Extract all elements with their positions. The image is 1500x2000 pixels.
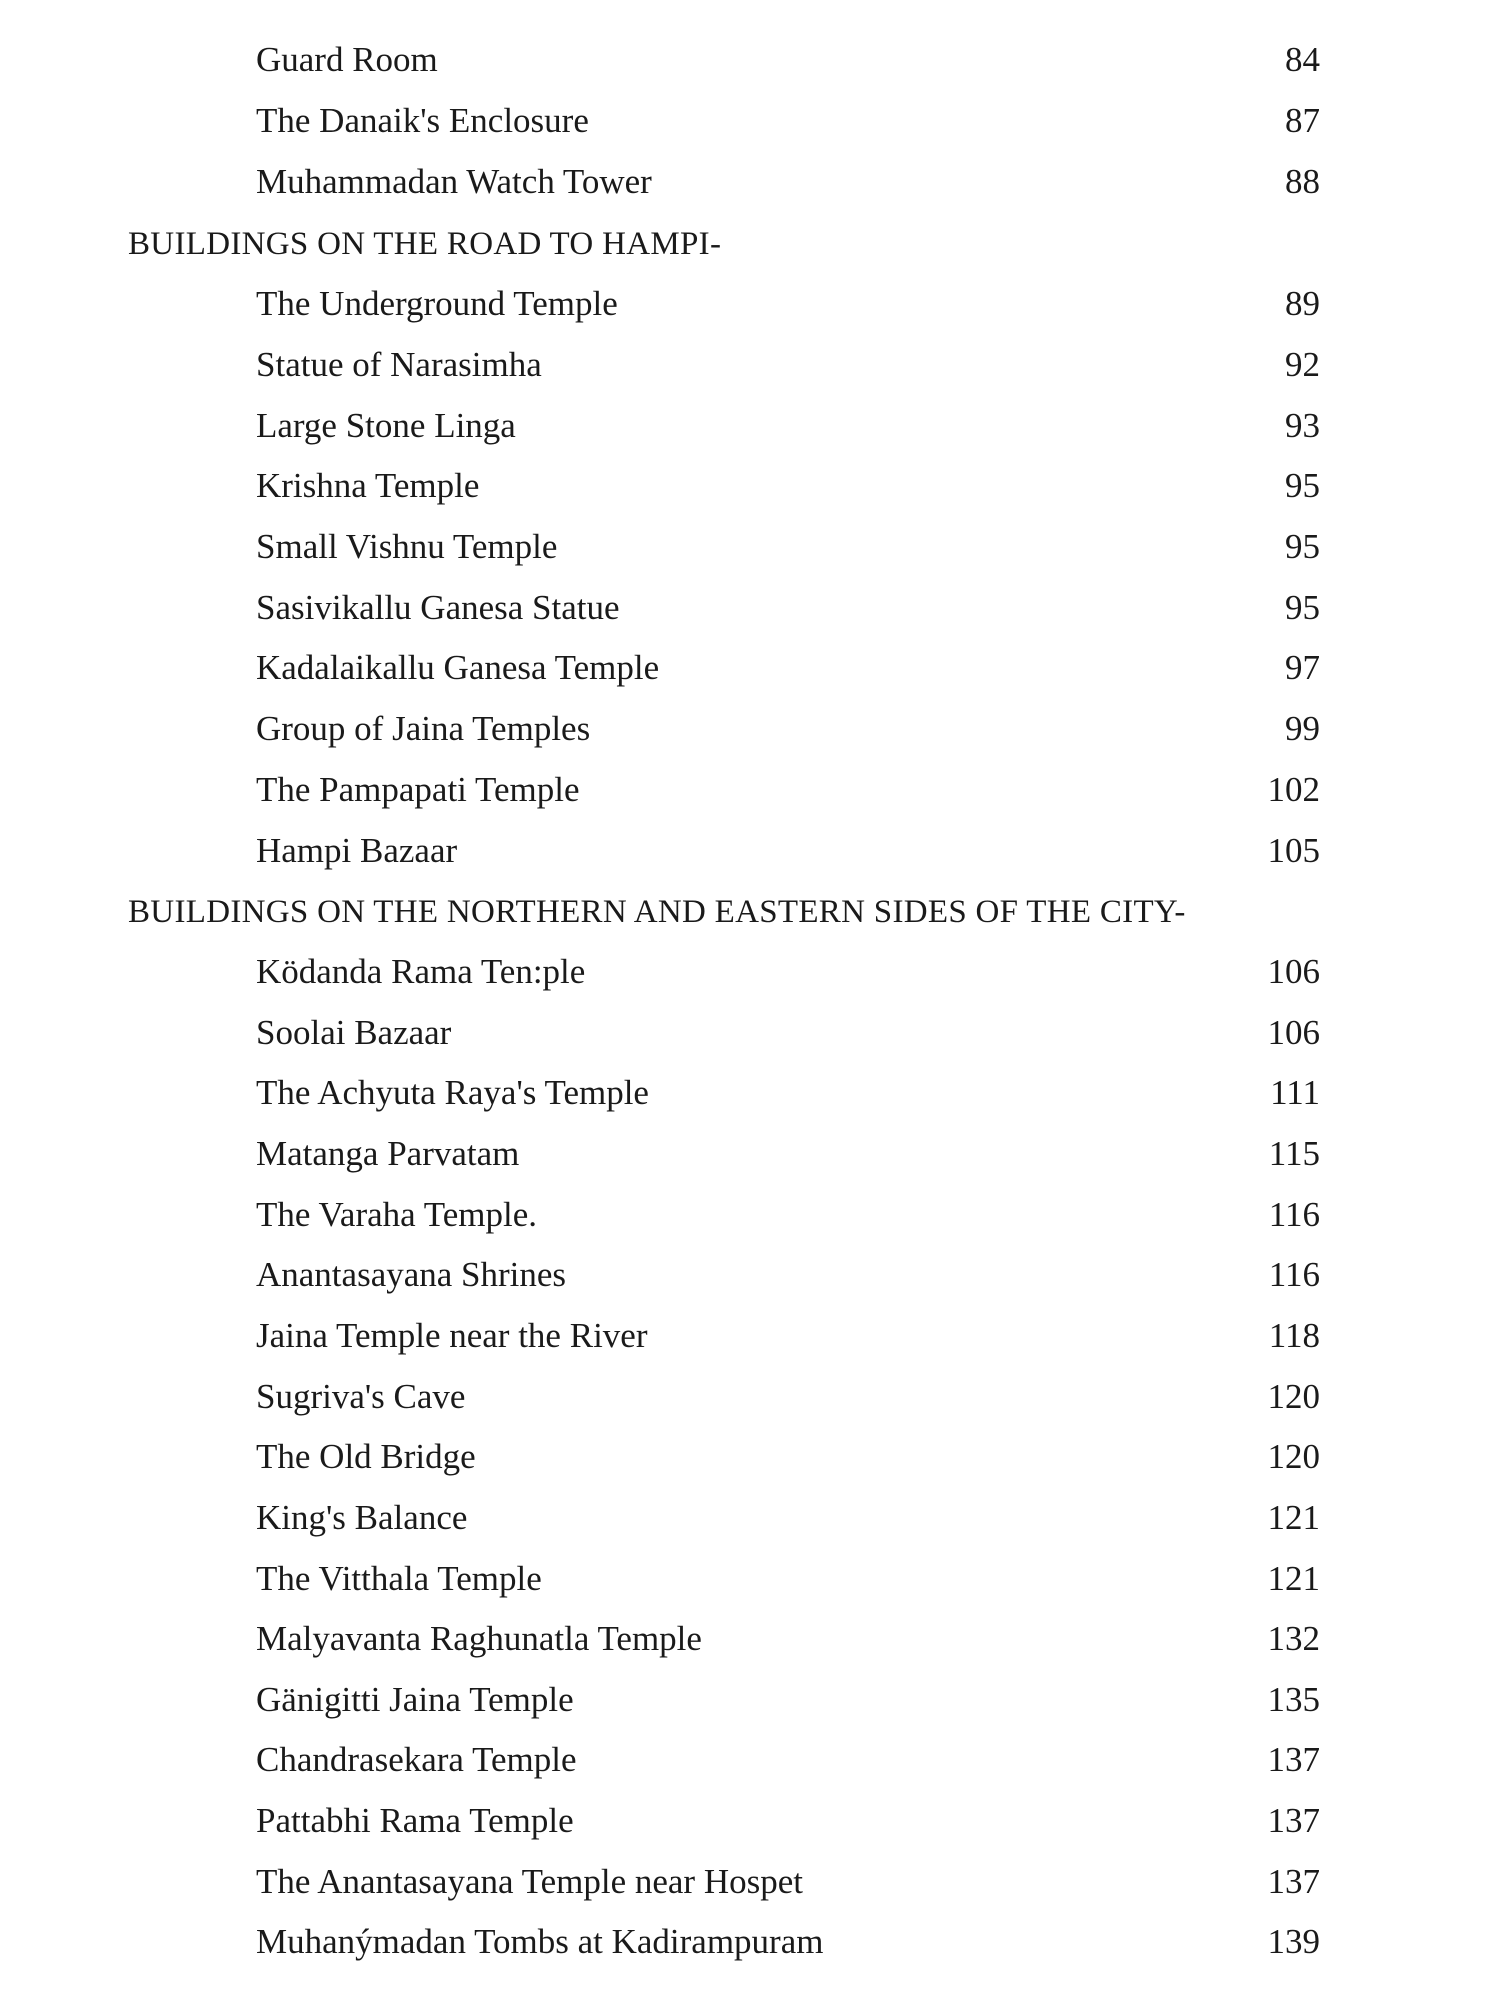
toc-entry-title: Gänigitti Jaina Temple: [256, 1680, 574, 1719]
toc-entry-title: Statue of Narasimha: [256, 345, 542, 384]
toc-entry-page: 88: [1285, 162, 1320, 201]
toc-entry-title: The Achyuta Raya's Temple: [256, 1073, 649, 1112]
toc-entry-page: 137: [1267, 1801, 1320, 1840]
toc-entry-page: 95: [1285, 588, 1320, 627]
toc-entry: [0, 1306, 1500, 1366]
toc-entry-page: 115: [1268, 1134, 1320, 1173]
toc-entry: [0, 821, 1500, 881]
toc-entry: [0, 274, 1500, 334]
toc-entry-title: Muhammadan Watch Tower: [256, 162, 652, 201]
toc-entry-page: 99: [1285, 709, 1320, 748]
toc-entry-page: 93: [1285, 406, 1320, 445]
toc-entry-title: The Pampapati Temple: [256, 770, 580, 809]
toc-entry: [0, 1124, 1500, 1184]
toc-entry-title: Chandrasekara Temple: [256, 1740, 577, 1779]
section-heading-northern-eastern: [0, 882, 1500, 942]
toc-entry-page: 106: [1267, 1013, 1320, 1052]
toc-entry-title: Large Stone Linga: [256, 406, 516, 445]
toc-entry-page: 92: [1285, 345, 1320, 384]
toc-entry: [0, 30, 1500, 90]
toc-entry: [0, 1488, 1500, 1548]
toc-entry-page: 116: [1268, 1195, 1320, 1234]
toc-entry-page: 116: [1268, 1255, 1320, 1294]
toc-entry-title: Malyavanta Raghunatla Temple: [256, 1619, 702, 1658]
toc-entry-title: Hampi Bazaar: [256, 831, 458, 870]
toc-entry: [0, 1063, 1500, 1123]
toc-entry-title: The Danaik's Enclosure: [256, 101, 589, 140]
toc-entry: [0, 942, 1500, 1002]
toc-entry-title: Sugriva's Cave: [256, 1377, 466, 1416]
toc-entry-title: Guard Room: [256, 40, 438, 79]
toc-entry-title: Muhanýmadan Tombs at Kadirampuram: [256, 1922, 824, 1961]
toc-entry-title: The Anantasayana Temple near Hospet: [256, 1862, 803, 1901]
toc-entry-page: 84: [1285, 40, 1320, 79]
toc-entry-title: Krishna Temple: [256, 466, 480, 505]
section-heading-text: BUILDINGS ON THE NORTHERN AND EASTERN SIDES OF THE CITY-: [128, 894, 1186, 930]
toc-entry-title: Jaina Temple near the River: [256, 1316, 648, 1355]
toc-entry: [0, 699, 1500, 759]
toc-entry-title: The Varaha Temple.: [256, 1195, 538, 1234]
section-heading-road-to-hampi: [0, 214, 1500, 274]
toc-entry-page: 120: [1267, 1377, 1320, 1416]
toc-entry: [0, 1367, 1500, 1427]
toc-entry: [0, 1791, 1500, 1851]
toc-entry-title: Group of Jaina Temples: [256, 709, 591, 748]
toc-entry: [0, 396, 1500, 456]
toc-entry-page: 95: [1285, 527, 1320, 566]
toc-entry-page: 139: [1267, 1922, 1320, 1961]
toc-entry-page: 121: [1267, 1498, 1320, 1537]
toc-entry-title: Kadalaikallu Ganesa Temple: [256, 648, 660, 687]
toc-entry-page: 95: [1285, 466, 1320, 505]
toc-entry: [0, 1549, 1500, 1609]
toc-entry-page: 102: [1267, 770, 1320, 809]
toc-entry-title: Anantasayana Shrines: [256, 1255, 567, 1294]
toc-entry-page: 120: [1267, 1437, 1320, 1476]
toc-entry-page: 137: [1267, 1740, 1320, 1779]
toc-entry: [0, 1730, 1500, 1790]
toc-entry: [0, 638, 1500, 698]
toc-entry-page: 89: [1285, 284, 1320, 323]
toc-entry: [0, 1912, 1500, 1972]
toc-entry-page: 105: [1267, 831, 1320, 870]
toc-entry-page: 135: [1267, 1680, 1320, 1719]
toc-entry: [0, 456, 1500, 516]
toc-entry: [0, 91, 1500, 151]
toc-entry: [0, 152, 1500, 212]
toc-entry-title: Small Vishnu Temple: [256, 527, 558, 566]
section-heading-text: BUILDINGS ON THE ROAD TO HAMPI-: [128, 226, 722, 262]
toc-entry: [0, 1852, 1500, 1912]
toc-entry: [0, 1670, 1500, 1730]
toc-entry: [0, 1427, 1500, 1487]
toc-entry: [0, 1003, 1500, 1063]
toc-entry: [0, 760, 1500, 820]
toc-entry-page: 121: [1267, 1559, 1320, 1598]
toc-entry-page: 106: [1267, 952, 1320, 991]
toc-entry-page: 137: [1267, 1862, 1320, 1901]
toc-entry: [0, 578, 1500, 638]
toc-entry: [0, 1609, 1500, 1669]
toc-entry-title: The Old Bridge: [256, 1437, 476, 1476]
toc-entry: [0, 335, 1500, 395]
toc-entry-title: The Underground Temple: [256, 284, 618, 323]
toc-entry-title: Ködanda Rama Ten:ple: [256, 952, 586, 991]
toc-entry-page: 97: [1285, 648, 1320, 687]
toc-entry-page: 111: [1270, 1073, 1320, 1112]
toc-entry-title: Sasivikallu Ganesa Statue: [256, 588, 620, 627]
toc-entry: [0, 1185, 1500, 1245]
toc-entry-title: Matanga Parvatam: [256, 1134, 520, 1173]
toc-entry-title: King's Balance: [256, 1498, 468, 1537]
toc-entry-title: Pattabhi Rama Temple: [256, 1801, 574, 1840]
toc-entry-page: 118: [1268, 1316, 1320, 1355]
toc-entry-title: Soolai Bazaar: [256, 1013, 452, 1052]
toc-entry-page: 132: [1267, 1619, 1320, 1658]
toc-entry-page: 87: [1285, 101, 1320, 140]
toc-entry-title: The Vitthala Temple: [256, 1559, 542, 1598]
toc-entry: [0, 517, 1500, 577]
toc-entry: [0, 1245, 1500, 1305]
